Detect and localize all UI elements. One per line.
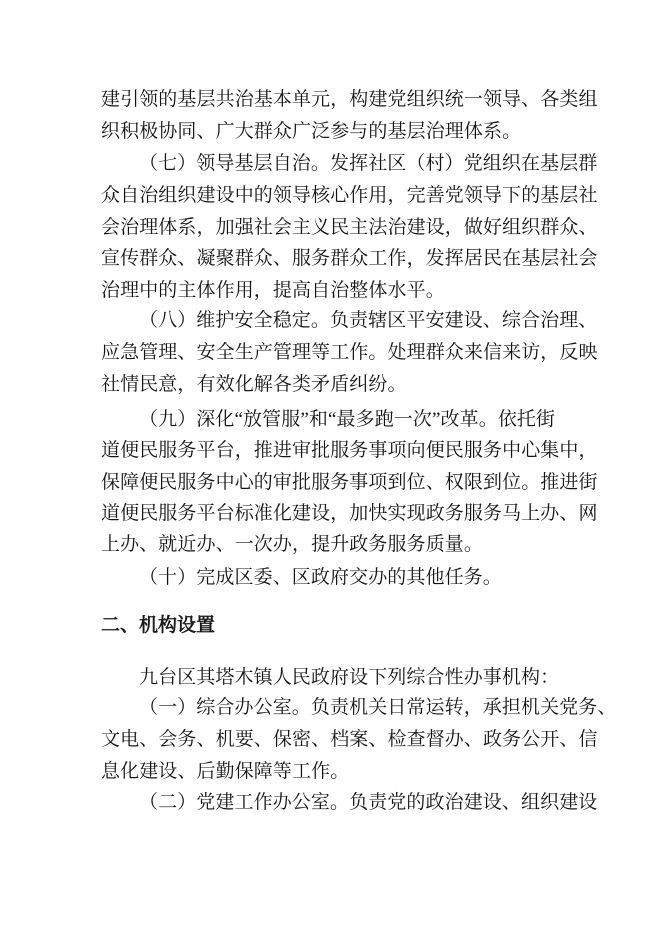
paragraph-line: 织积极协同、广大群众广泛参与的基层治理体系。 [101,121,522,142]
item-10-line: （十）完成区委、区政府交办的其他任务。 [139,567,502,588]
item-9-title-line: （九）深化“放管服”和“最多跑一次”改革。依托街 [139,409,556,430]
paragraph-line: 道便民服务平台，推进审批服务事项向便民服务中心集中， [101,440,598,461]
office-1-title-line: （一）综合办公室。负责机关日常运转，承担机关党务、 [139,697,617,718]
office-2-title-line: （二）党建工作办公室。负责党的政治建设、组织建设 [139,792,598,813]
paragraph-line: 宣传群众、凝聚群众、服务群众工作，发挥居民在基层社会 [101,248,598,269]
paragraph-line: 道便民服务平台标准化建设，加快实现政务服务马上办、网 [101,503,598,524]
paragraph-line: 会治理体系，加强社会主义民主法治建设，做好组织群众、 [101,217,598,238]
paragraph-line: 众自治组织建设中的领导核心作用，完善党领导下的基层社 [101,185,598,206]
section-heading: 二、机构设置 [101,615,216,636]
paragraph-line: 上办、就近办、一次办，提升政务服务质量。 [101,534,484,555]
paragraph-line: 应急管理、安全生产管理等工作。处理群众来信来访，反映 [101,342,598,363]
paragraph-line: 建引领的基层共治基本单元，构建党组织统一领导、各类组 [101,89,598,110]
item-8-title-line: （八）维护安全稳定。负责辖区平安建设、综合治理、 [139,310,598,331]
paragraph-line: 保障便民服务中心的审批服务事项到位、权限到位。推进街 [101,472,598,493]
item-7-title-line: （七）领导基层自治。发挥社区（村）党组织在基层群 [139,153,598,174]
section-intro-line: 九台区其塔木镇人民政府设下列综合性办事机构： [139,667,560,688]
paragraph-line: 文电、会务、机要、保密、档案、检查督办、政务公开、信 [101,729,598,750]
paragraph-line: 治理中的主体作用，提高自治整体水平。 [101,280,445,301]
paragraph-line: 社情民意，有效化解各类矛盾纠纷。 [101,374,407,395]
paragraph-line: 息化建设、后勤保障等工作。 [101,761,350,782]
